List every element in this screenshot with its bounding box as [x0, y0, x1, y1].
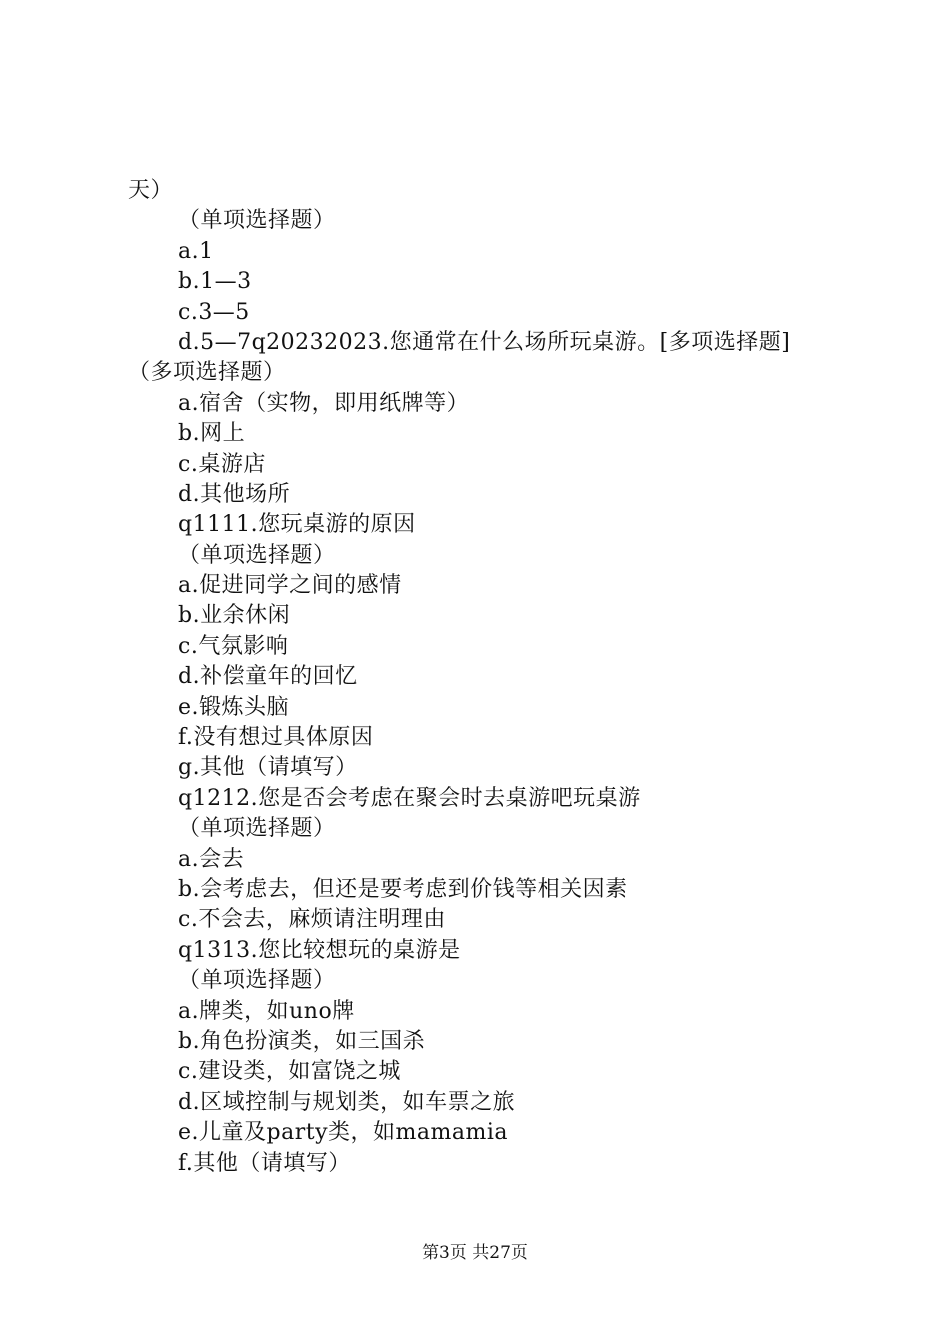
text-line: c.不会去，麻烦请注明理由 [178, 907, 446, 933]
text-line: 天） [128, 178, 174, 203]
text-line: q1111.您玩桌游的原因 [178, 512, 416, 538]
text-line: a.会去 [178, 846, 245, 872]
text-line: a.1 [178, 238, 214, 264]
text-line: g.其他（请填写） [178, 755, 358, 781]
text-line: （单项选择题） [178, 208, 336, 234]
text-line: d.区域控制与规划类，如车票之旅 [178, 1089, 516, 1115]
text-line: a.宿舍（实物，即用纸牌等） [178, 390, 470, 416]
text-line: b.业余休闲 [178, 603, 291, 629]
text-line: b.会考虑去，但还是要考虑到价钱等相关因素 [178, 876, 628, 902]
text-line: d.其他场所 [178, 481, 291, 507]
text-line: b.网上 [178, 421, 246, 447]
text-line: e.儿童及party类，如mamamia [178, 1120, 508, 1146]
text-line: e.锻炼头脑 [178, 694, 290, 720]
text-line: b.1—3 [178, 269, 252, 295]
page-footer: 第3页 共27页 [422, 1243, 528, 1263]
text-line: （单项选择题） [178, 968, 336, 994]
text-line: （单项选择题） [178, 816, 336, 842]
text-line: b.角色扮演类，如三国杀 [178, 1028, 426, 1054]
document-body [0, 176, 950, 1179]
text-line: （单项选择题） [178, 542, 336, 568]
text-line: （多项选择题） [128, 360, 286, 386]
text-line: q1212.您是否会考虑在聚会时去桌游吧玩桌游 [178, 785, 641, 811]
text-line: c.3—5 [178, 299, 250, 325]
text-line: f.其他（请填写） [178, 1150, 351, 1176]
text-line: d.补偿童年的回忆 [178, 664, 358, 690]
text-line: a.促进同学之间的感情 [178, 573, 402, 599]
text-line: f.没有想过具体原因 [178, 725, 374, 751]
text-line: c.桌游店 [178, 451, 266, 477]
text-line: q1313.您比较想玩的桌游是 [178, 937, 461, 963]
text-line: c.建设类，如富饶之城 [178, 1059, 401, 1085]
text-line: d.5—7q20232023.您通常在什么场所玩桌游。[多项选择题] [178, 329, 791, 355]
text-line: c.气氛影响 [178, 633, 289, 659]
text-line: a.牌类，如uno牌 [178, 998, 355, 1024]
